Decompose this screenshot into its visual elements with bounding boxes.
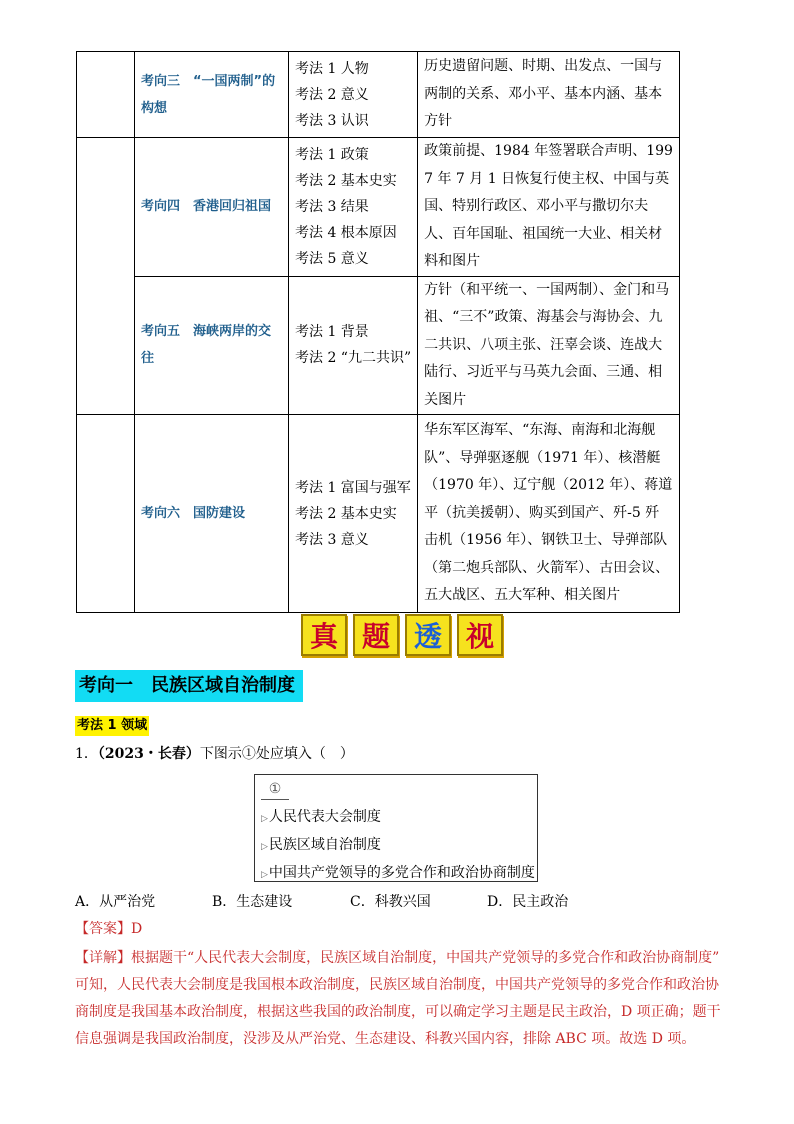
real-exam-banner (301, 614, 503, 658)
method-item: 考法 2 意义 (295, 86, 369, 103)
methods-cell (289, 52, 418, 138)
option-a: A．从严治党 (75, 894, 156, 910)
banner-char: 真 (301, 614, 347, 656)
table-row (77, 138, 680, 277)
method-item: 考法 1 背景 (295, 324, 369, 341)
methods-cell (289, 138, 418, 277)
method-item: 考法 1 人物 (295, 60, 369, 77)
diagram-item: ▷中国共产党领导的多党合作和政治协商制度 (261, 865, 535, 881)
details-cell: 历史遗留问题、时期、出发点、一国与两制的关系、邓小平、基本内涵、基本方针 (418, 52, 680, 138)
method-item: 考法 2 基本史实 (295, 172, 397, 189)
table-row (77, 276, 680, 415)
question-stem (75, 743, 354, 765)
methods-cell (289, 415, 418, 613)
details-cell: 华东军区海军、“东海、南海和北海舰队”、导弹驱逐舰（1971 年）、核潜艇（1970 年）、辽宁舰（2012 年）、蒋道平（抗美援朝）、购买到国产、歼-5 歼击机（1956 年）、钢铁卫士、导弹部队（第二炮兵部队、火箭军）、古田会议、五大战区、五大军种、相关图片 (418, 415, 680, 613)
method-item: 考法 1 政策 (295, 146, 369, 163)
direction-cell: 考向三 “一国两制”的构想 (135, 52, 289, 138)
explanation-line: 【详解】根据题干“人民代表大会制度，民族区域自治制度，中国共产党领导的多党合作和政治协商制度” (75, 950, 720, 966)
direction-cell: 考向四 香港回归祖国 (135, 138, 289, 277)
option-b: B．生态建设 (212, 894, 293, 910)
question-text: 下图示①处应填入（ ） (199, 746, 354, 762)
methods-cell (289, 276, 418, 415)
option-c: C．科教兴国 (350, 894, 431, 910)
section-title: 考向一 民族区域自治制度 (75, 670, 303, 702)
direction-cell: 考向五 海峡两岸的交往 (135, 276, 289, 415)
banner-char: 题 (353, 614, 399, 656)
triangle-bullet-icon: ▷ (261, 842, 268, 852)
direction-cell: 考向六 国防建设 (135, 415, 289, 613)
question-number: 1． (75, 746, 98, 762)
banner-char: 透 (405, 614, 451, 656)
explanation (75, 945, 725, 1053)
exam-outline-table (76, 51, 680, 613)
explanation-line: 可知，人民代表大会制度是我国根本政治制度，民族区域自治制度，中国共产党领导的多党合作和政治协商制度是我国基本政治制度，根据这些我国的政治制度，可以确定学习主题是民主政治，D 项正确；题干信息强调是我国政治制度，没涉及从严治党、生态建设、科教兴国内容，排除 ABC 项。故选 D 项。 (75, 977, 721, 1047)
diagram-item: ▷民族区域自治制度 (261, 837, 381, 853)
method-item: 考法 5 意义 (295, 250, 369, 267)
method-item: 考法 4 根本原因 (295, 224, 397, 241)
row-group-cell (77, 415, 135, 613)
answer: 【答案】D (75, 921, 143, 937)
table-row (77, 415, 680, 613)
diagram-placeholder: ① (261, 779, 289, 800)
row-group-cell (77, 52, 135, 138)
details-cell: 方针（和平统一、一国两制）、金门和马祖、“三不”政策、海基会与海协会、九二共识、八项主张、汪辜会谈、连战大陆行、习近平与马英九会面、三通、相关图片 (418, 276, 680, 415)
method-title: 考法 1 领域 (75, 716, 149, 736)
triangle-bullet-icon: ▷ (261, 870, 268, 880)
method-item: 考法 2 基本史实 (295, 505, 397, 522)
answer-options (75, 891, 715, 913)
triangle-bullet-icon: ▷ (261, 814, 268, 824)
details-cell: 政策前提、1984 年签署联合声明、1997 年 7 月 1 日恢复行使主权、中国与英国、特别行政区、邓小平与撒切尔夫人、百年国耻、祖国统一大业、相关材料和图片 (418, 138, 680, 277)
banner-char: 视 (457, 614, 503, 656)
method-item: 考法 3 认识 (295, 112, 369, 129)
method-item: 考法 3 结果 (295, 198, 369, 215)
question-source: （2023・长春） (97, 746, 200, 762)
option-d: D．民主政治 (487, 894, 569, 910)
method-item: 考法 1 富国与强军 (295, 479, 411, 496)
method-item: 考法 3 意义 (295, 531, 369, 548)
table-row (77, 52, 680, 138)
row-group-cell (77, 138, 135, 415)
diagram-item: ▷人民代表大会制度 (261, 809, 381, 825)
question-diagram (254, 774, 538, 882)
method-item: 考法 2 “九二共识” (295, 350, 412, 367)
